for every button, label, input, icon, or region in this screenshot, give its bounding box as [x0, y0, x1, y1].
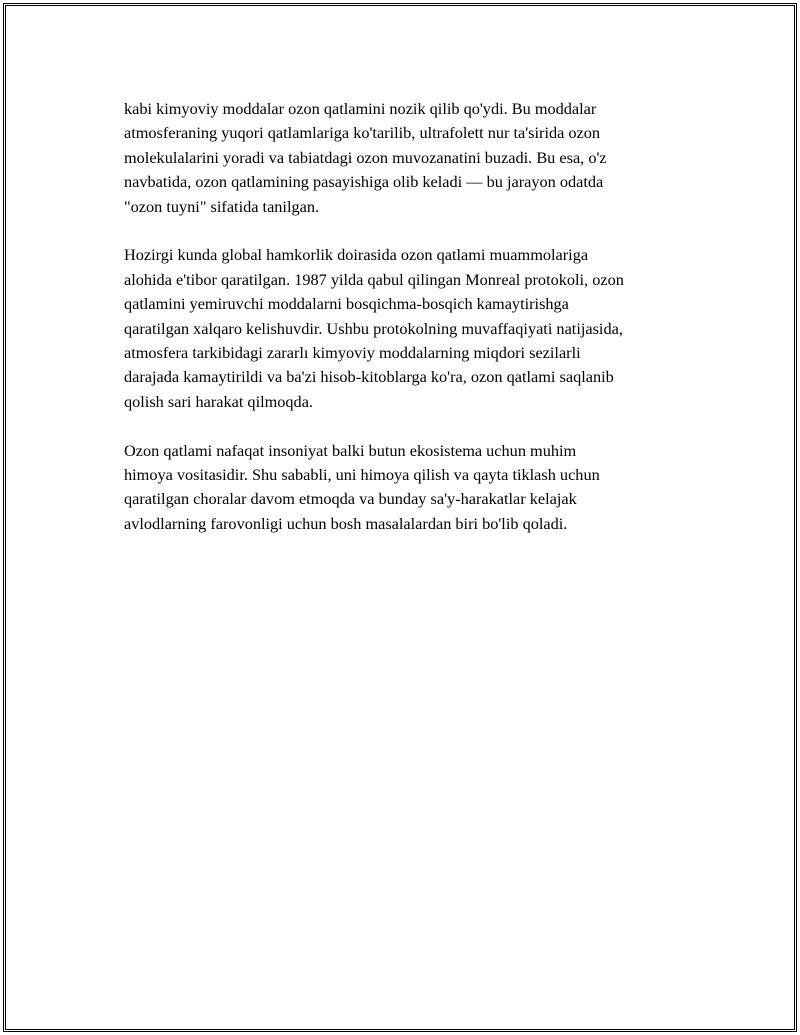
- paragraph-3: Ozon qatlami nafaqat insoniyat balki butun ekosistema uchun muhim himoya vositasidir. Shu sababli, uni himoya qilish va qayta tiklash uchun qaratilgan choralar davom etmoqda va bunday sa'y-harakatlar kelajak avlodlarning farovonligi uchun bosh masalalardan biri bo'lib qoladi.: [124, 440, 600, 533]
- page-border: [3, 3, 797, 1032]
- paragraph-1: kabi kimyoviy moddalar ozon qatlamini nozik qilib qo'ydi. Bu moddalar atmosferaning yuqori qatlamlariga ko'tarilib, ultrafolett nur ta'sirida ozon molekulalarini yoradi va tabiatdagi ozon muvozanatini buzadi. Bu esa, o'z navbatida, ozon qatlamining pasayishiga olib keladi — bu jarayon odatda "ozon tuyni" sifatida tanilgan.: [124, 99, 607, 216]
- document-body: [124, 97, 704, 561]
- paragraph-2: Hozirgi kunda global hamkorlik doirasida ozon qatlami muammolariga alohida e'tibor qaratilgan. 1987 yilda qabul qilingan Monreal protokoli, ozon qatlamini yemiruvchi moddalarni bosqichma-bosqich kamaytirishga qaratilgan xalqaro kelishuvdir. Ushbu protokolning muvaffaqiyati natijasida, atmosfera tarkibidagi zararlı kimyoviy moddalarning miqdori sezilarli darajada kamaytirildi va ba'zi hisob-kitoblarga ko'ra, ozon qatlami saqlanib qolish sari harakat qilmoqda.: [124, 245, 624, 411]
